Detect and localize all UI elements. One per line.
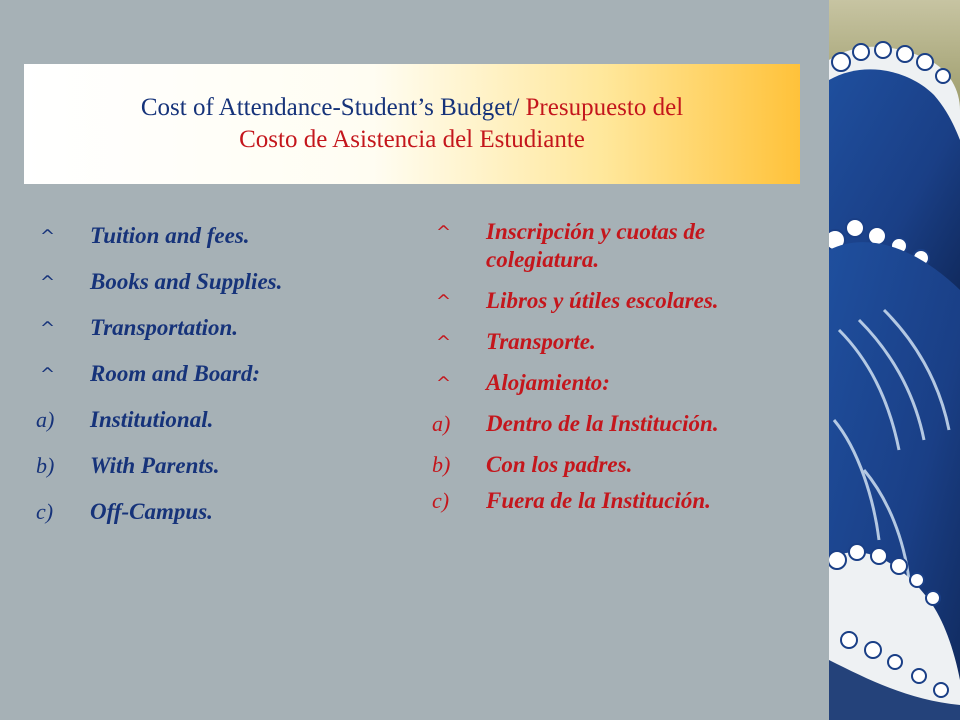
item-text: Inscripción y cuotas de colegiatura. (486, 219, 706, 272)
spanish-cost-list (432, 218, 792, 528)
letter-marker: a) (36, 407, 55, 432)
list-item (432, 451, 792, 479)
list-item (36, 498, 416, 526)
caret-bullet-icon: ^ (40, 364, 56, 385)
item-text: With Parents. (90, 453, 220, 478)
title-english: Cost of Attendance-Student’s Budget/ (140, 94, 520, 121)
item-text: Transporte. (486, 329, 596, 354)
item-text: Off-Campus. (90, 499, 213, 524)
title-line-1 (141, 92, 683, 124)
item-text: Transportation. (90, 315, 239, 340)
title-spanish-part1: Presupuesto del (525, 94, 684, 121)
caret-bullet-icon: ^ (40, 318, 56, 339)
letter-marker: b) (36, 453, 55, 478)
list-item (432, 218, 792, 274)
list-item (432, 487, 792, 515)
list-item (36, 452, 416, 480)
caret-bullet-icon: ^ (40, 272, 56, 293)
item-text: Dentro de la Institución. (486, 411, 719, 436)
title-banner (24, 64, 800, 184)
list-item (432, 410, 792, 438)
letter-marker: b) (432, 452, 451, 477)
item-text: Alojamiento: (486, 370, 610, 395)
caret-bullet-icon: ^ (436, 373, 452, 394)
list-item (36, 222, 416, 250)
great-wave-illustration (829, 0, 960, 720)
item-text: Libros y útiles escolares. (486, 288, 719, 313)
list-item (432, 328, 792, 356)
caret-bullet-icon: ^ (436, 291, 452, 312)
list-item (36, 406, 416, 434)
item-text: Room and Board: (90, 361, 260, 386)
letter-marker: c) (432, 488, 450, 513)
item-text: Fuera de la Institución. (486, 488, 711, 513)
list-item (36, 314, 416, 342)
list-item (36, 268, 416, 296)
item-text: Institutional. (90, 407, 214, 432)
item-text: Books and Supplies. (90, 269, 283, 294)
letter-marker: a) (432, 411, 451, 436)
letter-marker: c) (36, 499, 54, 524)
item-text: Con los padres. (486, 452, 633, 477)
list-item (432, 287, 792, 315)
caret-bullet-icon: ^ (436, 332, 452, 353)
title-line-2: Costo de Asistencia del Estudiante (239, 126, 585, 153)
caret-bullet-icon: ^ (436, 222, 452, 243)
list-item (36, 360, 416, 388)
item-text: Tuition and fees. (90, 223, 250, 248)
list-item (432, 369, 792, 397)
caret-bullet-icon: ^ (40, 226, 56, 247)
english-cost-list (36, 222, 416, 544)
